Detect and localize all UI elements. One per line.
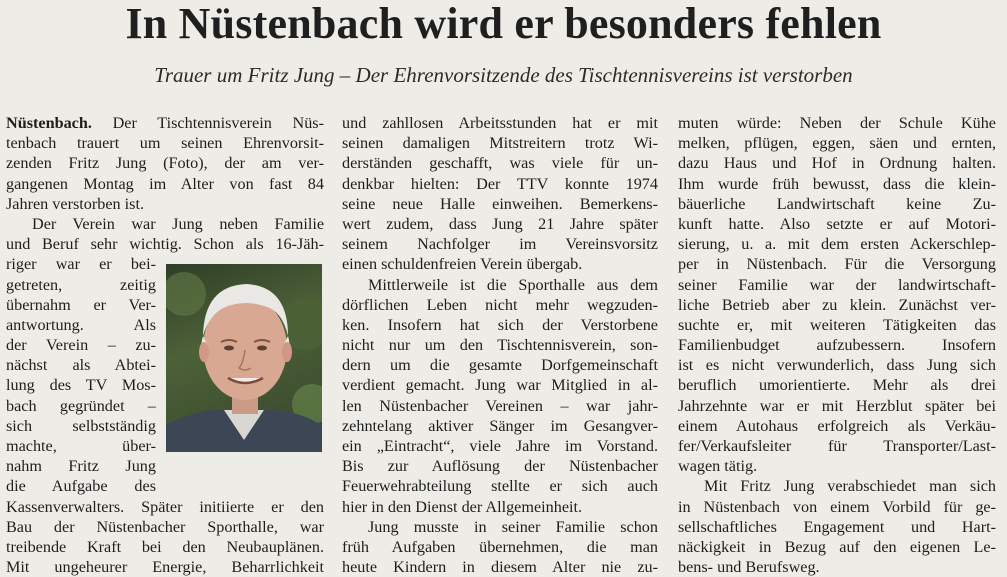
text-line: tenbach trauert um seinen Ehrenvorsit- [6,134,324,153]
text-line: Ihm wurde früh bewusst, dass die klein- [678,174,996,193]
text-line: Feuerwehrabteilung stellte er sich auch [342,477,658,496]
text-line: machte, über- [6,437,156,455]
text-line: einem Autohaus erfolgreich als Verkäu- [678,416,996,435]
text-line: nächst als Abtei- [6,356,156,375]
text-line: Der Verein war Jung neben Familie [32,214,324,233]
text-line: einen schuldenfreien Verein übergab. [342,255,583,274]
text-line: Mittlerweile ist die Sporthalle aus dem [368,275,658,294]
text-line: und zahllosen Arbeitsstunden hat er mit [342,114,658,132]
text-line: muten würde: Neben der Schule Kühe [678,114,996,132]
text-line: seinen damaligen Mitstreitern trotz Wi- [342,134,658,153]
text-line: ist es nicht verwunderlich, dass Jung sich [678,356,996,375]
text-line: denkbar hielten: Der TTV konnte 1974 [342,174,658,193]
text-line: hier in den Dienst der Allgemeinheit. [342,497,583,516]
text-line: dörflichen Leben nicht mehr wegzuden- [342,295,658,314]
text-line: treibende Kraft bei den Neubauplänen. [6,537,324,556]
text-line: suchte er, mit weiteren Tätigkeiten das [678,315,996,334]
text-line: derständen geschafft, was viele für un- [342,154,658,173]
text-line: heute Kindern in diesem Alter nie zu- [342,558,658,577]
text-line: sellschaftliches Engagement und Hart- [678,517,996,536]
dateline: Nüstenbach. [6,114,92,132]
text-line: per in Nüstenbach. Für die Versorgung [678,255,996,274]
text-line: riger war er bei- [6,255,156,274]
text-line: Jahren verstorben ist. [6,194,145,213]
text-line: seine neue Halle einweihen. Bemerkens- [342,194,658,213]
text-line: bach gegründet – [6,396,156,415]
text-line: Mit ungeheurer Energie, Beharrlichkeit [6,558,324,577]
text-line: Bau der Nüstenbacher Sporthalle, war [6,517,324,536]
text-line: antwortung. Als [6,315,156,334]
text-line: getreten, zeitig [6,275,156,294]
text-line: übernahm er Ver- [6,295,156,314]
text-line: dern um die gesamte Dorfgemeinschaft [342,356,658,375]
text-line: wert zudem, dass Jung 21 Jahre später [342,214,658,233]
text-line: wagen tätig. [678,457,758,476]
text-line-fragment: Der Tischtennisverein Nüs- [91,114,324,132]
article-column-2 [342,113,658,577]
text-line: verdient gemacht. Jung war Mitglied in al- [342,376,658,395]
text-line: kunft hatte. Also setzte er auf Motori- [678,214,996,233]
text-line [6,113,324,133]
text-line: bäuerliche Landwirtschaft keine Zu- [678,194,996,213]
text-line: len Nüstenbacher Vereinen – war jahr- [342,396,658,415]
text-line: sich selbstständig [6,416,156,435]
text-line: fer/Verkaufsleiter für Transporter/Last- [678,437,996,455]
text-line: und Beruf sehr wichtig. Schon als 16-Jäh- [6,235,324,254]
text-line: sierung, u. a. mit dem ersten Ackerschlep- [678,235,996,254]
text-line: nahm Fritz Jung [6,457,156,476]
text-line: seiner Familie war der landwirtschaft- [678,275,996,294]
text-line: der Verein – zu- [6,336,156,355]
text-line: ein „Eintracht“, viele Jahre im Vorstand. [342,437,658,455]
text-line: ken. Insofern hat sich der Verstorbene [342,315,658,334]
portrait-illustration [166,264,322,452]
text-line: Mit Fritz Jung verabschiedet man sich [704,477,996,496]
portrait-photo [166,264,322,452]
text-line: Bis zur Auflösung der Nüstenbacher [342,457,658,476]
text-line: früh Aufgaben übernehmen, die man [342,537,658,556]
text-line: melken, pflügen, eggen, säen und ernten, [678,134,996,153]
headline: In Nüstenbach wird er besonders fehlen [125,0,882,48]
text-line: beruflich umorientierte. Mehr als drei [678,376,996,395]
text-line: dazu Haus und Hof in Ordnung halten. [678,154,996,173]
text-line: bens- und Berufsweg. [678,558,820,577]
text-line: Jahrzehnte war er mit Herzblut später bei [678,396,996,415]
article-column-3 [678,113,996,577]
text-line: seinem Nachfolger im Vereinsvorsitz [342,235,658,254]
text-line: näckigkeit in Bezug auf den eigenen Le- [678,537,996,556]
text-line: zehntelang aktiver Sänger im Gesangver- [342,416,658,435]
text-line: die Aufgabe des [6,477,156,496]
text-line: in Nüstenbach von einem Vorbild für ge- [678,497,996,516]
text-line: zenden Fritz Jung (Foto), der am ver- [6,154,324,173]
text-line: nicht nur um den Tischtennisverein, son- [342,336,658,355]
subheadline: Trauer um Fritz Jung – Der Ehrenvorsitzende des Tischtennisvereins ist verstorben [154,63,853,87]
text-line: lung des TV Mos- [6,376,156,395]
text-line: gangenen Montag im Alter von fast 84 [6,174,324,193]
text-line: Familienbudget aufzubessern. Insofern [678,336,996,355]
text-line: Jung musste in seiner Familie schon [368,517,658,536]
text-line: liche Betrieb aber zu klein. Zunächst ver- [678,295,996,314]
text-line: Kassenverwalters. Später initiierte er den [6,497,324,516]
